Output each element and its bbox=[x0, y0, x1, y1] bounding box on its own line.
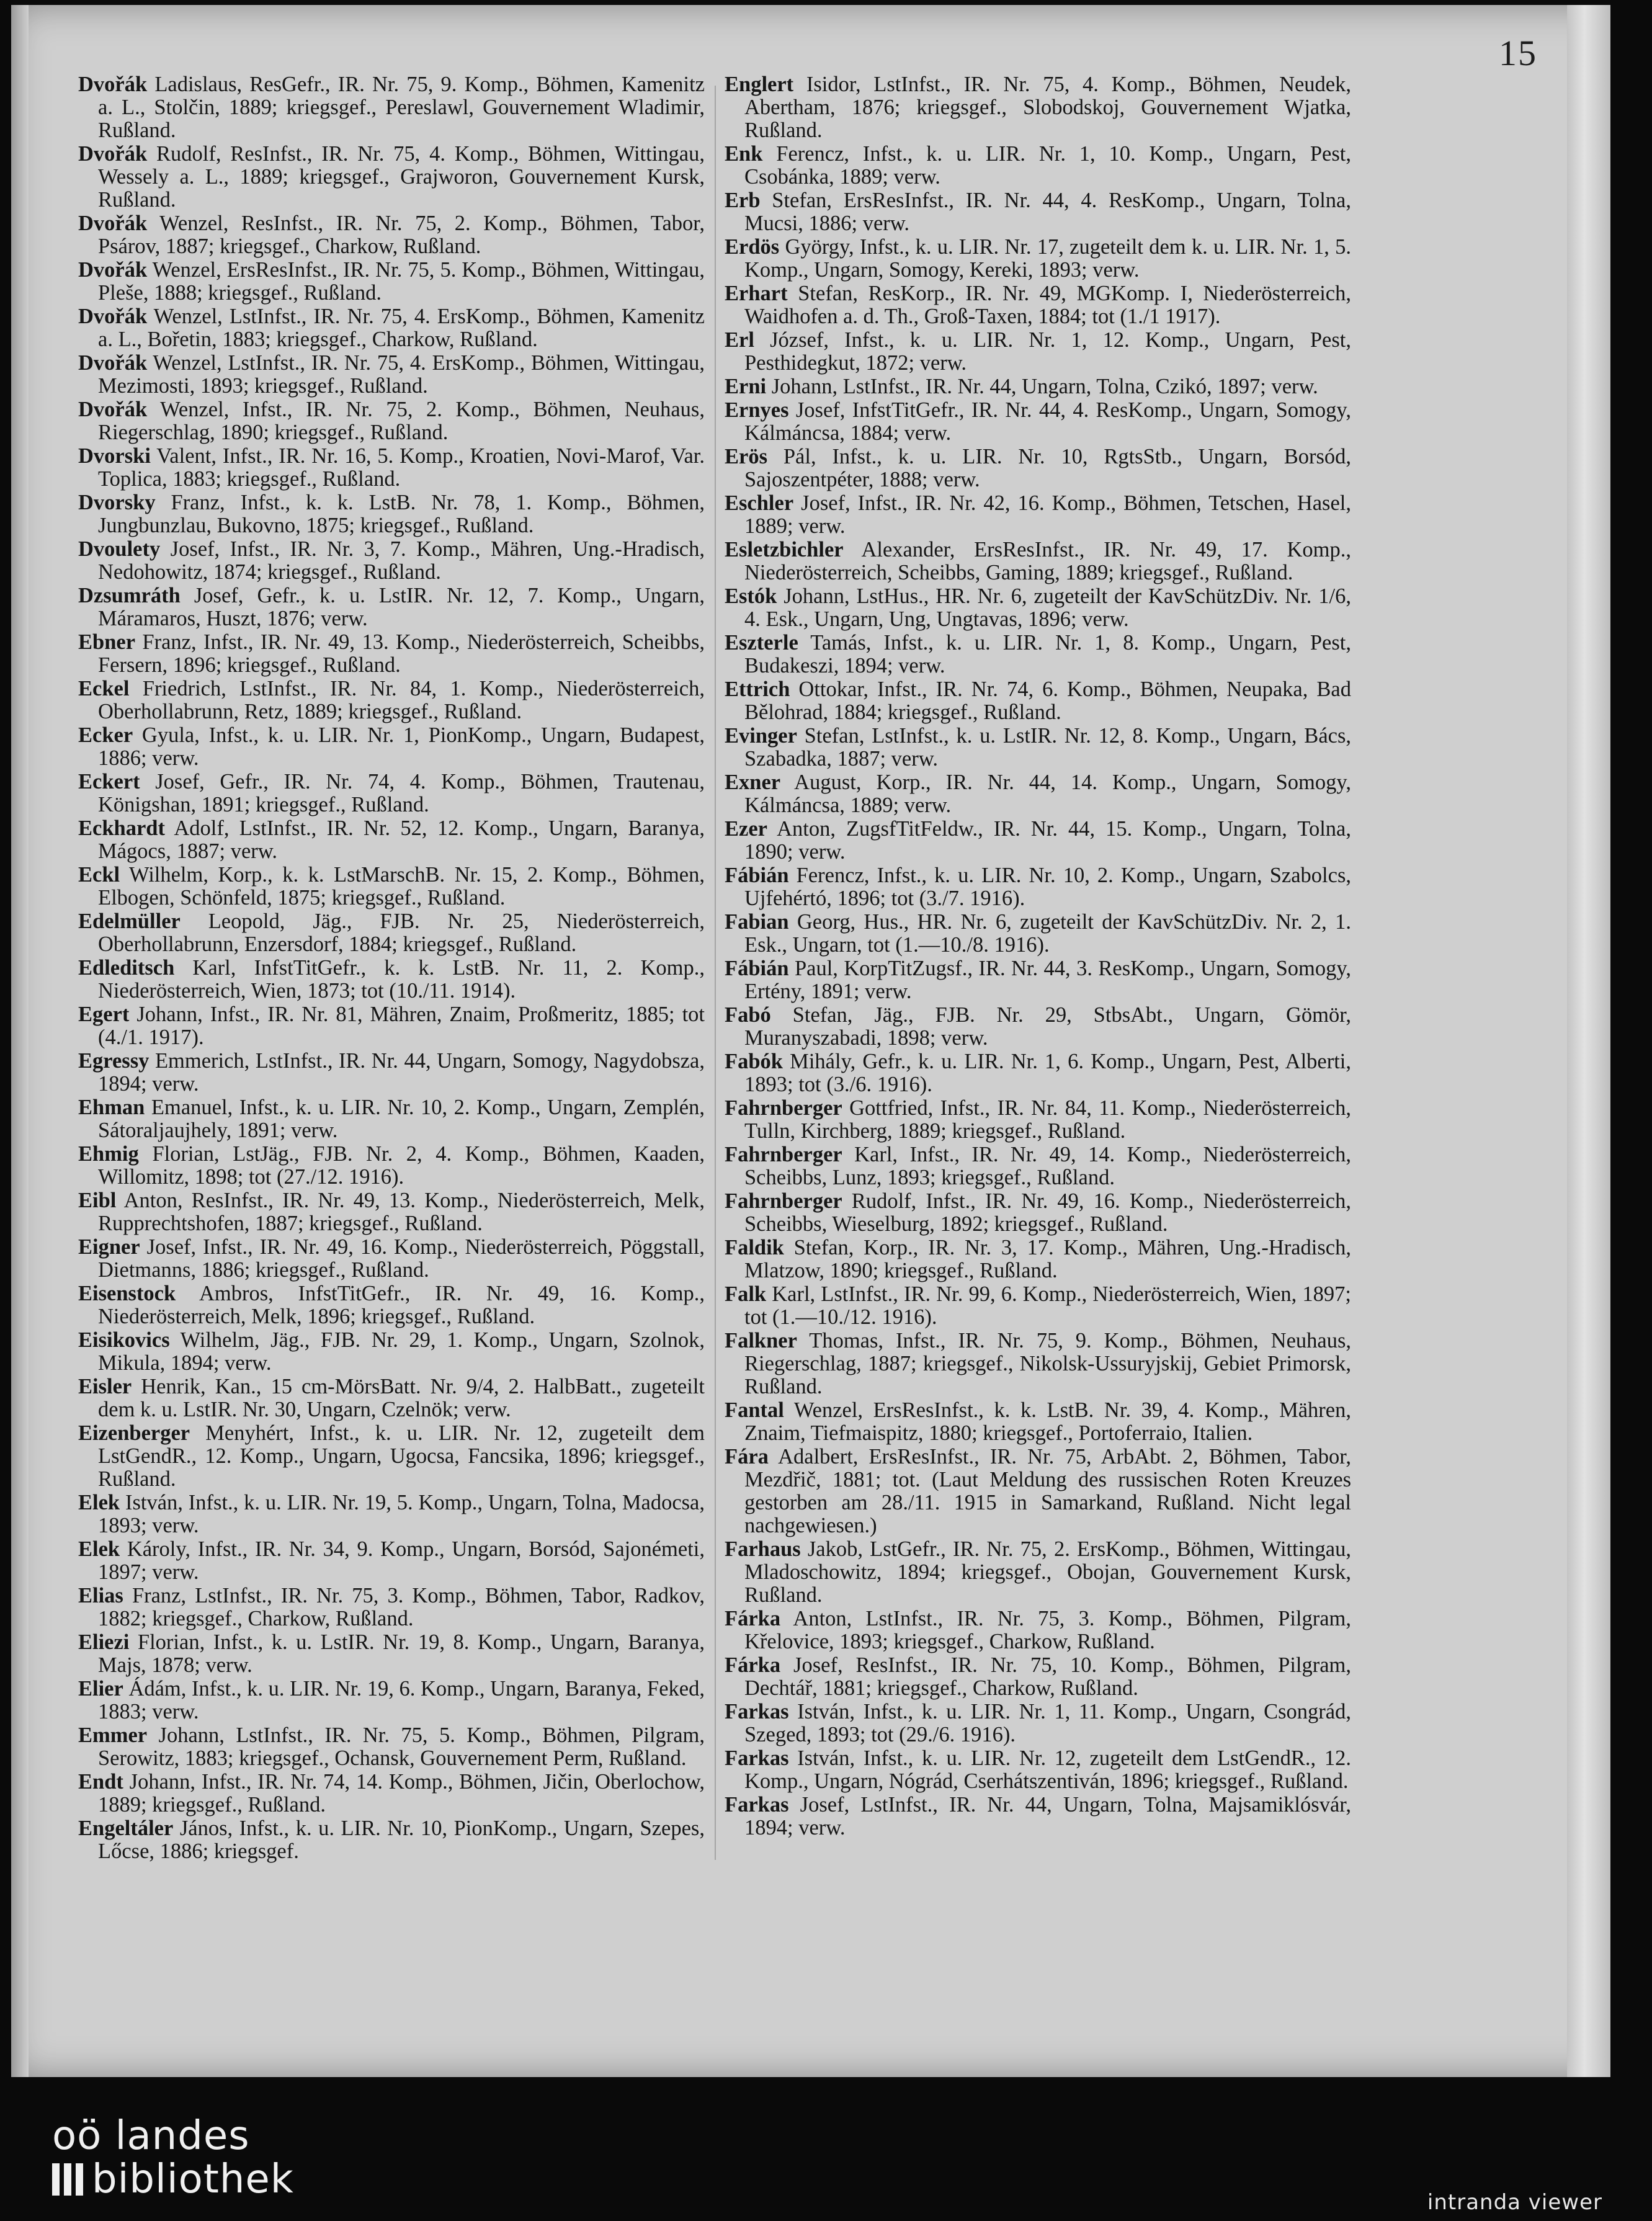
register-entry bbox=[725, 1607, 1351, 1653]
entry-surname: Ebner bbox=[78, 630, 136, 654]
register-entry bbox=[78, 1817, 705, 1863]
register-entry bbox=[725, 1004, 1351, 1050]
entry-details: Johann, LstInfst., IR. Nr. 44, Ungarn, Tolna, Czikó, 1897; verw. bbox=[766, 375, 1318, 398]
entry-details: Wenzel, LstInfst., IR. Nr. 75, 4. ErsKomp., Böhmen, Kamenitz a. L., Bořetin, 1883; kriegsgef., Charkow, Rußland. bbox=[98, 305, 705, 351]
entry-surname: Ehman bbox=[78, 1096, 145, 1119]
register-entry bbox=[78, 143, 705, 212]
register-entry bbox=[725, 1654, 1351, 1700]
entry-details: Wenzel, LstInfst., IR. Nr. 75, 4. ErsKomp., Böhmen, Wittingau, Mezimosti, 1893; kriegsgef., Rußland. bbox=[98, 351, 705, 398]
entry-details: Jakob, LstGefr., IR. Nr. 75, 2. ErsKomp., Böhmen, Wittingau, Mladoschowitz, 1894; kriegsgef., Obojan, Gouvernement Kursk, Rußland. bbox=[744, 1537, 1351, 1607]
register-entry bbox=[78, 73, 705, 142]
entry-surname: Fahrnberger bbox=[725, 1143, 842, 1166]
entry-details: Anton, LstInfst., IR. Nr. 75, 3. Komp., Böhmen, Pilgram, Křelovice, 1893; kriegsgef., Charkow, Rußland. bbox=[744, 1607, 1351, 1653]
entry-surname: Emmer bbox=[78, 1723, 148, 1747]
entry-surname: Eibl bbox=[78, 1189, 117, 1212]
register-entry bbox=[725, 1700, 1351, 1746]
entry-surname: Egressy bbox=[78, 1049, 150, 1073]
register-entry bbox=[725, 1190, 1351, 1236]
register-entry bbox=[725, 1329, 1351, 1398]
logo-line-1: oö landes bbox=[52, 2113, 250, 2159]
entry-details: Valent, Infst., IR. Nr. 16, 5. Komp., Kroatien, Novi-Marof, Var. Toplica, 1883; kriegsgef., Rußland. bbox=[98, 444, 705, 491]
register-entry bbox=[78, 1491, 705, 1537]
entry-surname: Dvorsky bbox=[78, 491, 156, 514]
register-entry bbox=[725, 399, 1351, 445]
entry-surname: Fábián bbox=[725, 957, 789, 980]
entry-surname: Fárka bbox=[725, 1607, 781, 1630]
register-entry bbox=[725, 1143, 1351, 1189]
entry-details: Isidor, LstInfst., IR. Nr. 75, 4. Komp., Böhmen, Neudek, Abertham, 1876; kriegsgef., Slobodskoj, Gouvernement Wjatka, Rußland. bbox=[744, 73, 1351, 142]
register-entry bbox=[78, 491, 705, 537]
document-page bbox=[11, 5, 1610, 2077]
entry-surname: Fabó bbox=[725, 1003, 771, 1027]
entry-surname: Ettrich bbox=[725, 677, 790, 701]
register-entry bbox=[78, 1584, 705, 1630]
register-entry bbox=[725, 818, 1351, 864]
entry-details: József, Infst., k. u. LIR. Nr. 1, 12. Komp., Ungarn, Pest, Pesthidegkut, 1872; verw. bbox=[744, 328, 1351, 375]
entry-surname: Egert bbox=[78, 1003, 130, 1026]
entry-details: Ladislaus, ResGefr., IR. Nr. 75, 9. Komp., Böhmen, Kamenitz a. L., Stolčin, 1889; kriegsgef., Pereslawl, Gouvernement Wladimir, Rußland. bbox=[98, 73, 705, 142]
register-entry bbox=[725, 189, 1351, 235]
register-entry bbox=[78, 1724, 705, 1770]
entry-surname: Elias bbox=[78, 1584, 123, 1607]
logo-line-2-wrap bbox=[52, 2158, 294, 2201]
entry-surname: Elek bbox=[78, 1491, 120, 1514]
entry-details: Ádám, Infst., k. u. LIR. Nr. 19, 6. Komp., Ungarn, Baranya, Feked, 1883; verw. bbox=[98, 1677, 705, 1723]
register-entry bbox=[78, 584, 705, 630]
register-entry bbox=[78, 1050, 705, 1096]
register-entry bbox=[78, 631, 705, 677]
register-entry bbox=[78, 1143, 705, 1189]
register-entry bbox=[78, 957, 705, 1003]
entry-surname: Farkas bbox=[725, 1746, 789, 1770]
register-entry bbox=[78, 398, 705, 444]
entry-surname: Faldik bbox=[725, 1236, 784, 1259]
entry-details: Emmerich, LstInfst., IR. Nr. 44, Ungarn, Somogy, Nagydobsza, 1894; verw. bbox=[98, 1049, 705, 1096]
entry-surname: Eizenberger bbox=[78, 1421, 190, 1445]
register-entry bbox=[725, 585, 1351, 631]
register-entry bbox=[725, 1050, 1351, 1096]
entry-surname: Fárka bbox=[725, 1653, 781, 1677]
register-entry bbox=[725, 329, 1351, 375]
entry-surname: Ehmig bbox=[78, 1142, 139, 1166]
entry-surname: Eigner bbox=[78, 1235, 140, 1259]
entry-surname: Exner bbox=[725, 771, 781, 794]
entry-details: Ottokar, Infst., IR. Nr. 74, 6. Komp., Böhmen, Neupaka, Bad Bělohrad, 1884; kriegsgef., Rußland. bbox=[744, 677, 1351, 724]
entry-details: Adalbert, ErsResInfst., IR. Nr. 75, ArbAbt. 2, Böhmen, Tabor, Mezdřič, 1881; tot. (Laut Meldung des russischen Roten Kreuzes gestorben am 28./11. 1915 in Samarkand, Rußland. Nicht legal nachgewiesen.) bbox=[744, 1445, 1351, 1537]
page-left-edge bbox=[11, 5, 29, 2077]
register-entry bbox=[78, 1189, 705, 1235]
entry-surname: Erl bbox=[725, 328, 754, 352]
entry-details: János, Infst., k. u. LIR. Nr. 10, PionKomp., Ungarn, Szepes, Lőcse, 1886; kriegsgef. bbox=[98, 1817, 705, 1863]
entry-details: Károly, Infst., IR. Nr. 34, 9. Komp., Ungarn, Borsód, Sajonémeti, 1897; verw. bbox=[98, 1537, 705, 1584]
entry-surname: Dvořák bbox=[78, 351, 148, 375]
entry-details: Ferencz, Infst., k. u. LIR. Nr. 1, 10. Komp., Ungarn, Pest, Csobánka, 1889; verw. bbox=[744, 142, 1351, 189]
entry-details: Adolf, LstInfst., IR. Nr. 52, 12. Komp., Ungarn, Baranya, Mágocs, 1887; verw. bbox=[98, 816, 705, 863]
entry-surname: Dvořák bbox=[78, 305, 148, 328]
entry-details: Stefan, Jäg., FJB. Nr. 29, StbsAbt., Ungarn, Gömör, Muranyszabadi, 1898; verw. bbox=[744, 1003, 1351, 1050]
entry-surname: Estók bbox=[725, 584, 777, 608]
register-entry bbox=[725, 1538, 1351, 1607]
entry-surname: Fahrnberger bbox=[725, 1189, 842, 1213]
register-entry bbox=[78, 1003, 705, 1049]
entry-details: Franz, LstInfst., IR. Nr. 75, 3. Komp., Böhmen, Tabor, Radkov, 1882; kriegsgef., Charkow, Rußland. bbox=[98, 1584, 705, 1630]
entry-details: István, Infst., k. u. LIR. Nr. 19, 5. Komp., Ungarn, Tolna, Madocsa, 1893; verw. bbox=[98, 1491, 705, 1537]
entry-details: Emanuel, Infst., k. u. LIR. Nr. 10, 2. Komp., Ungarn, Zemplén, Sátoraljaujhely, 1891; verw. bbox=[98, 1096, 705, 1142]
library-logo[interactable] bbox=[52, 2114, 294, 2201]
entry-details: Thomas, Infst., IR. Nr. 75, 9. Komp., Böhmen, Neuhaus, Riegerschlag, 1887; kriegsgef., Nikolsk-Ussuryjskij, Gebiet Primorsk, Rußland. bbox=[744, 1329, 1351, 1398]
entry-details: Ferencz, Infst., k. u. LIR. Nr. 10, 2. Komp., Ungarn, Szabolcs, Ujfehértó, 1896; tot (3./7. 1916). bbox=[744, 864, 1351, 910]
register-entry bbox=[725, 73, 1351, 142]
entry-details: Josef, ResInfst., IR. Nr. 75, 10. Komp., Böhmen, Pilgram, Dechtář, 1881; kriegsgef., Charkow, Rußland. bbox=[744, 1653, 1351, 1700]
entry-details: Franz, Infst., IR. Nr. 49, 13. Komp., Niederösterreich, Scheibbs, Fersern, 1896; kriegsgef., Rußland. bbox=[98, 630, 705, 677]
register-entry bbox=[78, 771, 705, 816]
entry-surname: Ecker bbox=[78, 723, 133, 747]
register-entry bbox=[78, 1375, 705, 1421]
entry-surname: Edelmüller bbox=[78, 909, 181, 933]
register-entry bbox=[725, 1283, 1351, 1329]
entry-details: Gottfried, Infst., IR. Nr. 84, 11. Komp., Niederösterreich, Tulln, Kirchberg, 1889; kriegsgef., Rußland. bbox=[744, 1096, 1351, 1143]
entry-details: Wenzel, Infst., IR. Nr. 75, 2. Komp., Böhmen, Neuhaus, Riegerschlag, 1890; kriegsgef., Rußland. bbox=[98, 398, 705, 444]
entry-surname: Dvoulety bbox=[78, 537, 161, 561]
entry-surname: Farkas bbox=[725, 1793, 789, 1817]
entry-surname: Dvorski bbox=[78, 444, 151, 468]
entry-surname: Eisler bbox=[78, 1375, 132, 1398]
entry-surname: Endt bbox=[78, 1770, 123, 1794]
entry-surname: Dzsumráth bbox=[78, 584, 181, 607]
entry-details: Florian, LstJäg., FJB. Nr. 2, 4. Komp., Böhmen, Kaaden, Willomitz, 1898; tot (27./12. 1916). bbox=[98, 1142, 705, 1189]
entry-surname: Ernyes bbox=[725, 398, 789, 422]
entry-surname: Fabian bbox=[725, 910, 789, 934]
register-entry bbox=[725, 864, 1351, 910]
entry-details: Johann, Infst., IR. Nr. 74, 14. Komp., Böhmen, Jičin, Oberlochow, 1889; kriegsgef., Rußland. bbox=[98, 1770, 705, 1817]
entry-surname: Dvořák bbox=[78, 212, 148, 235]
entry-surname: Fantal bbox=[725, 1398, 784, 1422]
register-entry bbox=[725, 1794, 1351, 1839]
register-entry bbox=[78, 259, 705, 305]
entry-details: Johann, LstHus., HR. Nr. 6, zugeteilt der KavSchützDiv. Nr. 1/6, 4. Esk., Ungarn, Ung, Ungtavas, 1896; verw. bbox=[744, 584, 1351, 631]
entry-details: Rudolf, Infst., IR. Nr. 49, 16. Komp., Niederösterreich, Scheibbs, Wieselburg, 1892; kriegsgef., Rußland. bbox=[744, 1189, 1351, 1236]
entry-surname: Eisenstock bbox=[78, 1282, 176, 1305]
entry-surname: Fábián bbox=[725, 864, 789, 887]
entry-details: Stefan, ErsResInfst., IR. Nr. 44, 4. ResKomp., Ungarn, Tolna, Mucsi, 1886; verw. bbox=[744, 189, 1351, 235]
entry-surname: Elek bbox=[78, 1537, 120, 1561]
entry-details: Karl, Infst., IR. Nr. 49, 14. Komp., Niederösterreich, Scheibbs, Lunz, 1893; kriegsgef., Rußland. bbox=[744, 1143, 1351, 1189]
entry-details: Stefan, Korp., IR. Nr. 3, 17. Komp., Mähren, Ung.-Hradisch, Mlatzow, 1890; kriegsgef., Rußland. bbox=[744, 1236, 1351, 1282]
entry-surname: Erös bbox=[725, 445, 767, 468]
entry-surname: Fabók bbox=[725, 1050, 783, 1073]
viewer-label[interactable]: intranda viewer bbox=[1427, 2190, 1602, 2215]
entry-details: Stefan, ResKorp., IR. Nr. 49, MGKomp. I, Niederösterreich, Waidhofen a. d. Th., Groß-Taxen, 1884; tot (1./1 1917). bbox=[744, 282, 1351, 328]
entry-details: Wenzel, ErsResInfst., IR. Nr. 75, 5. Komp., Böhmen, Wittingau, Pleše, 1888; kriegsgef., Rußland. bbox=[98, 258, 705, 305]
entry-details: Wenzel, ResInfst., IR. Nr. 75, 2. Komp., Böhmen, Tabor, Psárov, 1887; kriegsgef., Charkow, Rußland. bbox=[98, 212, 705, 258]
entry-details: Josef, Gefr., k. u. LstIR. Nr. 12, 7. Komp., Ungarn, Máramaros, Huszt, 1876; verw. bbox=[98, 584, 705, 630]
left-column bbox=[78, 73, 705, 1864]
register-entry bbox=[78, 1282, 705, 1328]
register-entry bbox=[78, 1096, 705, 1142]
register-entry bbox=[78, 1771, 705, 1817]
logo-bars-icon bbox=[52, 2163, 83, 2196]
entry-details: Josef, Infst., IR. Nr. 49, 16. Komp., Niederösterreich, Pöggstall, Dietmanns, 1886; kriegsgef., Rußland. bbox=[98, 1235, 705, 1282]
register-entry bbox=[725, 771, 1351, 817]
entry-details: August, Korp., IR. Nr. 44, 14. Komp., Ungarn, Somogy, Kálmáncsa, 1889; verw. bbox=[744, 771, 1351, 817]
entry-surname: Eckert bbox=[78, 770, 140, 793]
entry-details: Henrik, Kan., 15 cm-MörsBatt. Nr. 9/4, 2. HalbBatt., zugeteilt dem k. u. LstIR. Nr. 30, Ungarn, Czelnök; verw. bbox=[98, 1375, 705, 1421]
register-entry bbox=[725, 236, 1351, 282]
entry-details: Wilhelm, Jäg., FJB. Nr. 29, 1. Komp., Ungarn, Szolnok, Mikula, 1894; verw. bbox=[98, 1328, 705, 1375]
entry-details: Josef, Infst., IR. Nr. 3, 7. Komp., Mähren, Ung.-Hradisch, Nedohowitz, 1874; kriegsgef., Rußland. bbox=[98, 537, 705, 584]
register-entry bbox=[725, 492, 1351, 538]
entry-details: Georg, Hus., HR. Nr. 6, zugeteilt der KavSchützDiv. Nr. 2, 1. Esk., Ungarn, tot (1.—10./8. 1916). bbox=[744, 910, 1351, 957]
entry-surname: Eckel bbox=[78, 677, 130, 700]
entry-surname: Dvořák bbox=[78, 73, 148, 96]
entry-details: Pál, Infst., k. u. LIR. Nr. 10, RgtsStb., Ungarn, Borsód, Sajoszentpéter, 1888; verw. bbox=[744, 445, 1351, 491]
entry-surname: Edleditsch bbox=[78, 956, 175, 980]
entry-details: Paul, KorpTitZugsf., IR. Nr. 44, 3. ResKomp., Ungarn, Somogy, Ertény, 1891; verw. bbox=[744, 957, 1351, 1003]
register-entry bbox=[78, 1678, 705, 1723]
entry-surname: Eckhardt bbox=[78, 816, 165, 840]
entry-details: Johann, LstInfst., IR. Nr. 75, 5. Komp., Böhmen, Pilgram, Serowitz, 1883; kriegsgef., Ochansk, Gouvernement Perm, Rußland. bbox=[98, 1723, 705, 1770]
register-entry bbox=[78, 1538, 705, 1584]
entry-surname: Evinger bbox=[725, 724, 797, 748]
entry-surname: Erb bbox=[725, 189, 761, 212]
register-entry bbox=[78, 1422, 705, 1491]
page-number: 15 bbox=[1499, 33, 1537, 73]
entry-details: Karl, LstInfst., IR. Nr. 99, 6. Komp., Niederösterreich, Wien, 1897; tot (1.—10./12. 1916). bbox=[744, 1282, 1351, 1329]
register-entry bbox=[725, 1097, 1351, 1143]
entry-details: Stefan, LstInfst., k. u. LstIR. Nr. 12, 8. Komp., Ungarn, Bács, Szabadka, 1887; verw. bbox=[744, 724, 1351, 771]
entry-surname: Enk bbox=[725, 142, 763, 166]
entry-details: Alexander, ErsResInfst., IR. Nr. 49, 17. Komp., Niederösterreich, Scheibbs, Gaming, 1889; kriegsgef., Rußland. bbox=[744, 538, 1351, 584]
entry-details: Gyula, Infst., k. u. LIR. Nr. 1, PionKomp., Ungarn, Budapest, 1886; verw. bbox=[98, 723, 705, 770]
entry-details: Friedrich, LstInfst., IR. Nr. 84, 1. Komp., Niederösterreich, Oberhollabrunn, Retz, 1889; kriegsgef., Rußland. bbox=[98, 677, 705, 723]
register-entry bbox=[725, 911, 1351, 957]
entry-details: István, Infst., k. u. LIR. Nr. 1, 11. Komp., Ungarn, Csongrád, Szeged, 1893; tot (29./6. 1916). bbox=[744, 1700, 1351, 1746]
entry-surname: Dvořák bbox=[78, 142, 148, 166]
entry-surname: Eliezi bbox=[78, 1630, 130, 1654]
entry-surname: Dvořák bbox=[78, 258, 148, 282]
entry-details: Menyhért, Infst., k. u. LIR. Nr. 12, zugeteilt dem LstGendR., 12. Komp., Ungarn, Ugocsa, Fancsika, 1896; kriegsgef., Rußland. bbox=[98, 1421, 705, 1491]
entry-surname: Eschler bbox=[725, 491, 794, 515]
register-entry bbox=[78, 212, 705, 258]
register-entry bbox=[725, 445, 1351, 491]
register-entry bbox=[725, 1446, 1351, 1537]
register-entry bbox=[725, 632, 1351, 677]
entry-surname: Engeltáler bbox=[78, 1817, 174, 1840]
register-entry bbox=[725, 282, 1351, 328]
register-entry bbox=[725, 143, 1351, 189]
entry-details: Wenzel, ErsResInfst., k. k. LstB. Nr. 39, 4. Komp., Mähren, Znaim, Tiefmaispitz, 1880; kriegsgef., Portoferraio, Italien. bbox=[744, 1398, 1351, 1445]
entry-details: Anton, ZugsfTitFeldw., IR. Nr. 44, 15. Komp., Ungarn, Tolna, 1890; verw. bbox=[744, 817, 1351, 864]
entry-details: György, Infst., k. u. LIR. Nr. 17, zugeteilt dem k. u. LIR. Nr. 1, 5. Komp., Ungarn, Somogy, Kereki, 1893; verw. bbox=[744, 235, 1351, 282]
register-entry bbox=[725, 375, 1351, 398]
entry-details: Wilhelm, Korp., k. k. LstMarschB. Nr. 15, 2. Komp., Böhmen, Elbogen, Schönfeld, 1875; kriegsgef., Rußland. bbox=[98, 863, 705, 909]
register-entry bbox=[725, 1399, 1351, 1445]
entry-surname: Elier bbox=[78, 1677, 123, 1700]
entry-details: Johann, Infst., IR. Nr. 81, Mähren, Znaim, Proßmeritz, 1885; tot (4./1. 1917). bbox=[98, 1003, 705, 1049]
entry-details: Karl, InfstTitGefr., k. k. LstB. Nr. 11, 2. Komp., Niederösterreich, Wien, 1873; tot (10./11. 1914). bbox=[98, 956, 705, 1003]
register-entry bbox=[725, 1236, 1351, 1282]
entry-surname: Falkner bbox=[725, 1329, 797, 1352]
entry-details: Florian, Infst., k. u. LstIR. Nr. 19, 8. Komp., Ungarn, Baranya, Majs, 1878; verw. bbox=[98, 1630, 705, 1677]
entry-surname: Fahrnberger bbox=[725, 1096, 842, 1120]
entry-surname: Erni bbox=[725, 375, 767, 398]
entry-details: Franz, Infst., k. k. LstB. Nr. 78, 1. Komp., Böhmen, Jungbunzlau, Bukovno, 1875; kriegsgef., Rußland. bbox=[98, 491, 705, 537]
register-entry bbox=[78, 352, 705, 398]
entry-surname: Fára bbox=[725, 1445, 769, 1468]
entry-details: Leopold, Jäg., FJB. Nr. 25, Niederösterreich, Oberhollabrunn, Enzersdorf, 1884; kriegsgef., Rußland. bbox=[98, 909, 705, 956]
entry-details: Anton, ResInfst., IR. Nr. 49, 13. Komp., Niederösterreich, Melk, Rupprechtshofen, 1887; kriegsgef., Rußland. bbox=[98, 1189, 705, 1235]
register-entry bbox=[78, 445, 705, 491]
entry-details: Josef, InfstTitGefr., IR. Nr. 44, 4. ResKomp., Ungarn, Somogy, Kálmáncsa, 1884; verw. bbox=[744, 398, 1351, 445]
register-entry bbox=[78, 910, 705, 956]
register-entry bbox=[78, 677, 705, 723]
entry-details: Ambros, InfstTitGefr., IR. Nr. 49, 16. Komp., Niederösterreich, Melk, 1896; kriegsgef., Rußland. bbox=[98, 1282, 705, 1328]
register-entry bbox=[78, 1631, 705, 1677]
entry-surname: Farhaus bbox=[725, 1537, 801, 1561]
register-entry bbox=[725, 538, 1351, 584]
register-entry bbox=[78, 817, 705, 863]
entry-surname: Eckl bbox=[78, 863, 120, 887]
entry-details: Josef, Gefr., IR. Nr. 74, 4. Komp., Böhmen, Trautenau, Königshan, 1891; kriegsgef., Rußland. bbox=[98, 770, 705, 816]
register-entry bbox=[725, 1747, 1351, 1793]
register-entry bbox=[78, 1236, 705, 1282]
entry-surname: Eszterle bbox=[725, 631, 798, 655]
entry-surname: Eisikovics bbox=[78, 1328, 170, 1352]
entry-surname: Esletzbichler bbox=[725, 538, 844, 561]
logo-line-2: bibliothek bbox=[92, 2156, 294, 2202]
right-column bbox=[725, 73, 1351, 1840]
register-entry bbox=[78, 1329, 705, 1375]
register-entry bbox=[78, 305, 705, 351]
entry-surname: Erhart bbox=[725, 282, 788, 305]
register-entry bbox=[725, 725, 1351, 771]
register-entry bbox=[725, 678, 1351, 724]
register-entry bbox=[725, 957, 1351, 1003]
register-entry bbox=[78, 538, 705, 584]
entry-surname: Englert bbox=[725, 73, 794, 96]
entry-details: Mihály, Gefr., k. u. LIR. Nr. 1, 6. Komp., Ungarn, Pest, Alberti, 1893; tot (3./6. 1916). bbox=[744, 1050, 1351, 1096]
entry-surname: Ezer bbox=[725, 817, 767, 841]
entry-details: Rudolf, ResInfst., IR. Nr. 75, 4. Komp., Böhmen, Wittingau, Wessely a. L., 1889; kriegsgef., Grajworon, Gouvernement Kursk, Rußland. bbox=[98, 142, 705, 212]
page-fold-edge bbox=[1567, 5, 1610, 2077]
entry-surname: Falk bbox=[725, 1282, 767, 1306]
entry-details: István, Infst., k. u. LIR. Nr. 12, zugeteilt dem LstGendR., 12. Komp., Ungarn, Nógrád, Cserhátszentiván, 1896; kriegsgef., Rußland. bbox=[744, 1746, 1351, 1793]
register-entry bbox=[78, 724, 705, 770]
entry-details: Tamás, Infst., k. u. LIR. Nr. 1, 8. Komp., Ungarn, Pest, Budakeszi, 1894; verw. bbox=[744, 631, 1351, 677]
register-entry bbox=[78, 864, 705, 909]
entry-details: Josef, Infst., IR. Nr. 42, 16. Komp., Böhmen, Tetschen, Hasel, 1889; verw. bbox=[744, 491, 1351, 538]
entry-details: Josef, LstInfst., IR. Nr. 44, Ungarn, Tolna, Majsamiklósvár, 1894; verw. bbox=[744, 1793, 1351, 1839]
column-divider bbox=[715, 86, 716, 1860]
entry-surname: Dvořák bbox=[78, 398, 148, 421]
entry-surname: Farkas bbox=[725, 1700, 789, 1723]
entry-surname: Erdös bbox=[725, 235, 780, 259]
